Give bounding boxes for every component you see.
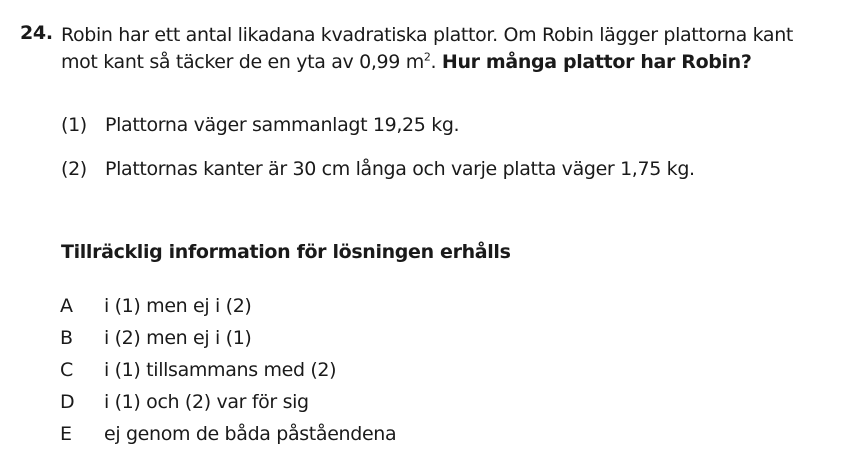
answer-prompt: Tillräcklig information för lösningen erhålls <box>61 241 511 263</box>
statement-2-number: (2) <box>61 158 87 180</box>
statement-1-text: Plattorna väger sammanlagt 19,25 kg. <box>105 114 460 136</box>
question-body: Robin har ett antal likadana kvadratiska plattor. Om Robin lägger plattorna kant mot kant så täcker de en yta av 0,99 m <box>61 24 793 73</box>
option-b-letter: B <box>60 327 73 349</box>
option-c[interactable] <box>60 359 396 391</box>
unit-exponent: 2 <box>423 50 431 64</box>
statement-1-number: (1) <box>61 114 87 136</box>
option-b-text: i (2) men ej i (1) <box>104 327 252 349</box>
option-a-text: i (1) men ej i (2) <box>104 295 252 317</box>
question-period: . <box>430 51 442 73</box>
question-text <box>61 22 831 76</box>
option-d-text: i (1) och (2) var för sig <box>104 391 309 413</box>
option-c-letter: C <box>60 359 73 381</box>
option-a-letter: A <box>60 295 73 317</box>
option-c-text: i (1) tillsammans med (2) <box>104 359 337 381</box>
question-number: 24. <box>20 22 53 44</box>
option-d-letter: D <box>60 391 75 413</box>
option-e-text: ej genom de båda påståendena <box>104 423 397 445</box>
answer-options <box>60 295 396 455</box>
question-ask: Hur många plattor har Robin? <box>441 51 752 73</box>
option-b[interactable] <box>60 327 396 359</box>
statement-2 <box>61 158 695 180</box>
statement-1 <box>61 114 459 136</box>
option-e[interactable] <box>60 423 396 455</box>
option-e-letter: E <box>60 423 72 445</box>
statement-2-text: Plattornas kanter är 30 cm långa och varje platta väger 1,75 kg. <box>105 158 695 180</box>
option-d[interactable] <box>60 391 396 423</box>
option-a[interactable] <box>60 295 396 327</box>
